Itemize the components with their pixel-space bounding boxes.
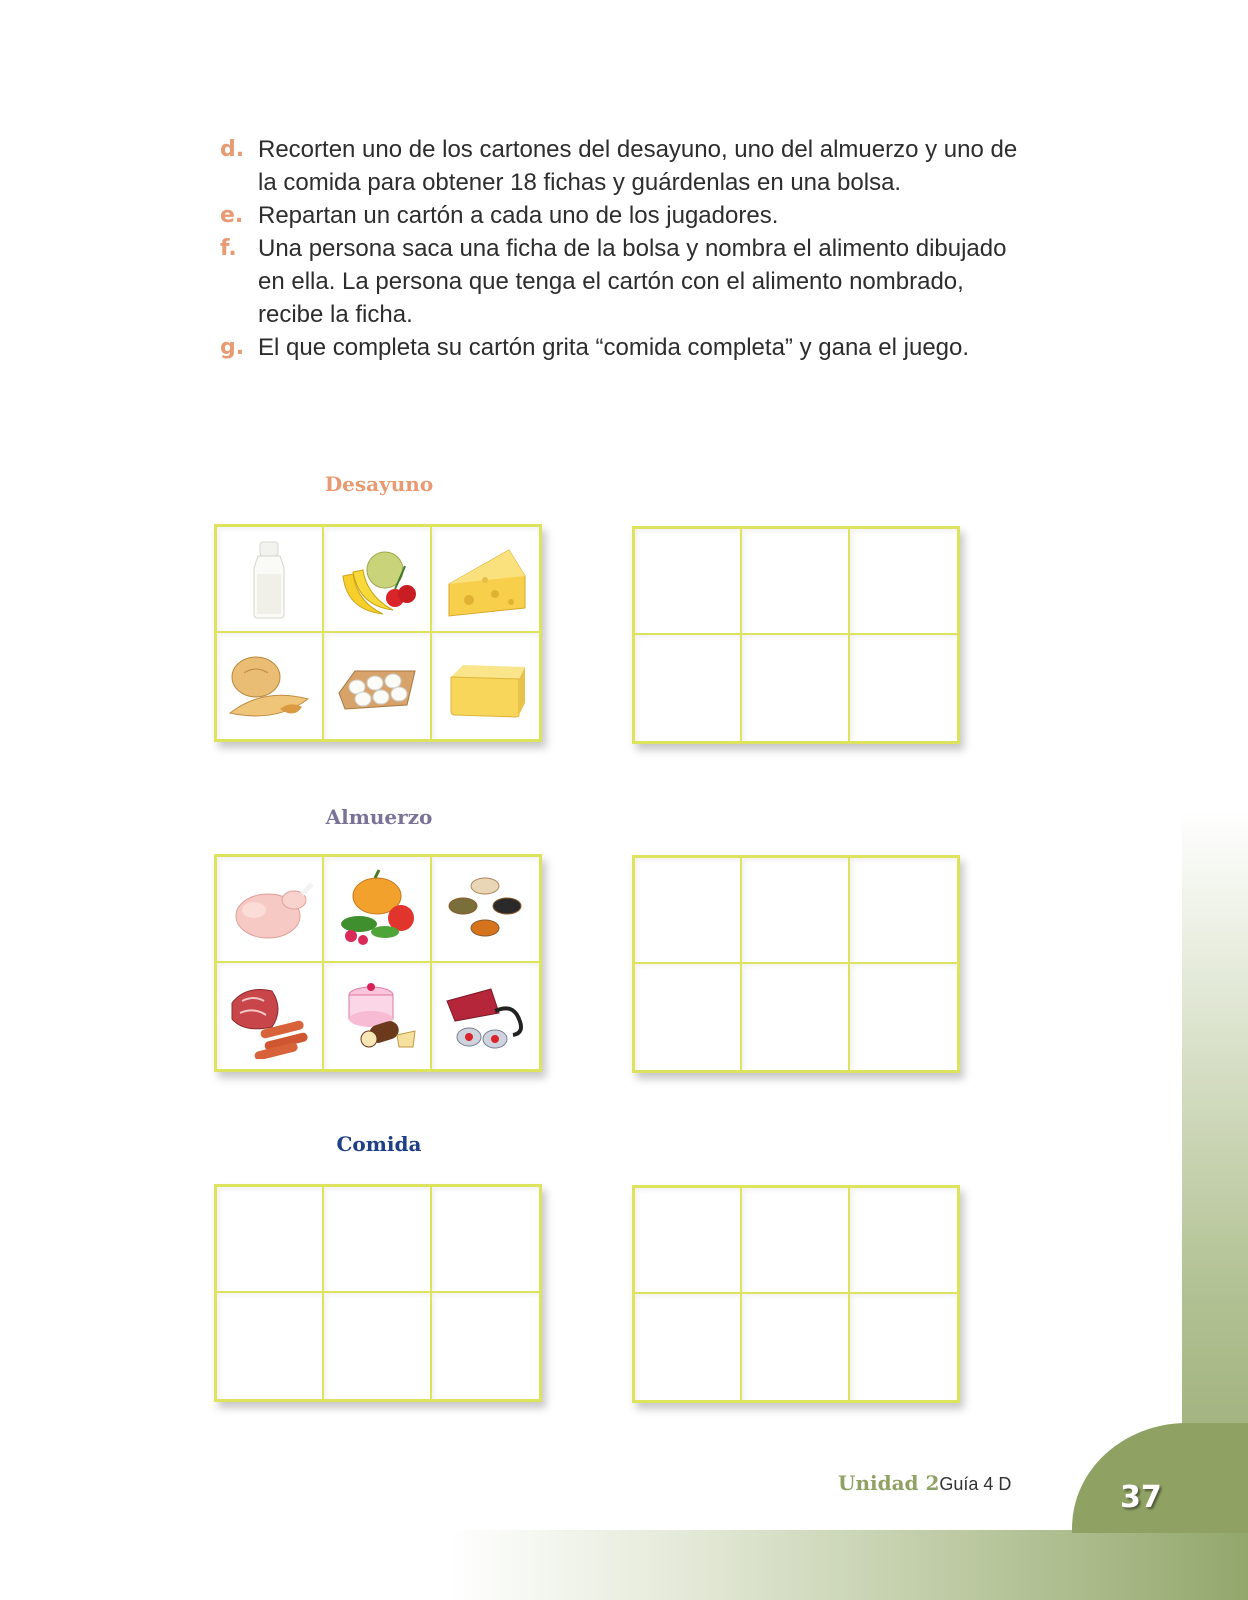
card-cell[interactable] (635, 964, 742, 1070)
card-cell[interactable] (324, 1293, 431, 1399)
card-cell[interactable] (217, 963, 324, 1069)
card-cell[interactable] (850, 529, 957, 635)
card-cell[interactable] (432, 527, 539, 633)
card-cell[interactable] (742, 1188, 849, 1294)
seafood-icon (439, 973, 531, 1059)
card-cell[interactable] (324, 1187, 431, 1293)
card-cell[interactable] (850, 964, 957, 1070)
section-title-comida: Comida (336, 1132, 422, 1156)
instruction-f (218, 232, 1018, 331)
guide-label: Guía 4 D (939, 1474, 1012, 1494)
instruction-letter: e. (220, 203, 244, 228)
page-footer (838, 1471, 1011, 1495)
card-cell[interactable] (850, 1294, 957, 1400)
card-cell[interactable] (324, 527, 431, 633)
instruction-letter: g. (220, 335, 245, 360)
cheese-wedge-icon (439, 536, 531, 622)
bread-icon (224, 643, 316, 729)
instructions-list (218, 133, 1018, 364)
instruction-text: Recorten uno de los cartones del desayuno, uno del almuerzo y uno de la comida para obtener 18 fichas y guárdenlas en una bolsa. (258, 136, 1018, 196)
page-number-tab (1072, 1423, 1248, 1533)
milk-bottle-icon (224, 536, 316, 622)
card-cell[interactable] (742, 858, 849, 964)
instruction-letter: f. (220, 236, 237, 261)
instruction-text: El que completa su cartón grita “comida completa” y gana el juego. (258, 334, 970, 361)
card-cell[interactable] (635, 1294, 742, 1400)
seasonings-bowls-icon (439, 866, 531, 952)
card-cell[interactable] (217, 1187, 324, 1293)
card-cell[interactable] (850, 635, 957, 741)
butter-block-icon (439, 643, 531, 729)
card-cell[interactable] (217, 527, 324, 633)
section-title-desayuno: Desayuno (324, 472, 434, 496)
meat-sausages-icon (224, 973, 316, 1059)
card-cell[interactable] (742, 529, 849, 635)
card-cell[interactable] (742, 635, 849, 741)
card-cell[interactable] (432, 633, 539, 739)
bingo-card-desayuno[interactable] (214, 524, 542, 742)
card-cell[interactable] (635, 529, 742, 635)
card-cell[interactable] (324, 633, 431, 739)
card-cell[interactable] (850, 858, 957, 964)
card-cell[interactable] (432, 963, 539, 1069)
bingo-card-comida-blank[interactable] (632, 1185, 960, 1403)
bingo-card-comida[interactable] (214, 1184, 542, 1402)
card-cell[interactable] (850, 1188, 957, 1294)
eggs-carton-icon (331, 643, 423, 729)
card-cell[interactable] (217, 857, 324, 963)
card-cell[interactable] (217, 633, 324, 739)
card-cell[interactable] (324, 857, 431, 963)
card-cell[interactable] (324, 963, 431, 1069)
instruction-g (218, 331, 1018, 364)
unit-label: Unidad 2 (838, 1471, 940, 1495)
card-cell[interactable] (217, 1293, 324, 1399)
card-cell[interactable] (635, 635, 742, 741)
bingo-card-almuerzo-blank[interactable] (632, 855, 960, 1073)
card-cell[interactable] (432, 1187, 539, 1293)
page-number: 37 (1120, 1480, 1162, 1515)
raw-chicken-icon (224, 866, 316, 952)
instruction-text: Una persona saca una ficha de la bolsa y nombra el alimento dibujado en ella. La persona que tenga el cartón con el alimento nombrado, recibe la ficha. (258, 235, 1007, 328)
card-cell[interactable] (742, 1294, 849, 1400)
instruction-e (218, 199, 1018, 232)
card-cell[interactable] (432, 857, 539, 963)
card-cell[interactable] (432, 1293, 539, 1399)
fruits-icon (331, 536, 423, 622)
instruction-text: Repartan un cartón a cada uno de los jugadores. (258, 202, 779, 229)
instruction-letter: d. (220, 137, 245, 162)
card-cell[interactable] (742, 964, 849, 1070)
bingo-card-desayuno-blank[interactable] (632, 526, 960, 744)
cakes-icon (331, 973, 423, 1059)
bingo-card-almuerzo[interactable] (214, 854, 542, 1072)
bottom-decorative-band (450, 1530, 1248, 1600)
vegetables-icon (331, 866, 423, 952)
card-cell[interactable] (635, 858, 742, 964)
card-cell[interactable] (635, 1188, 742, 1294)
instruction-d (218, 133, 1018, 199)
section-title-almuerzo: Almuerzo (325, 805, 433, 829)
